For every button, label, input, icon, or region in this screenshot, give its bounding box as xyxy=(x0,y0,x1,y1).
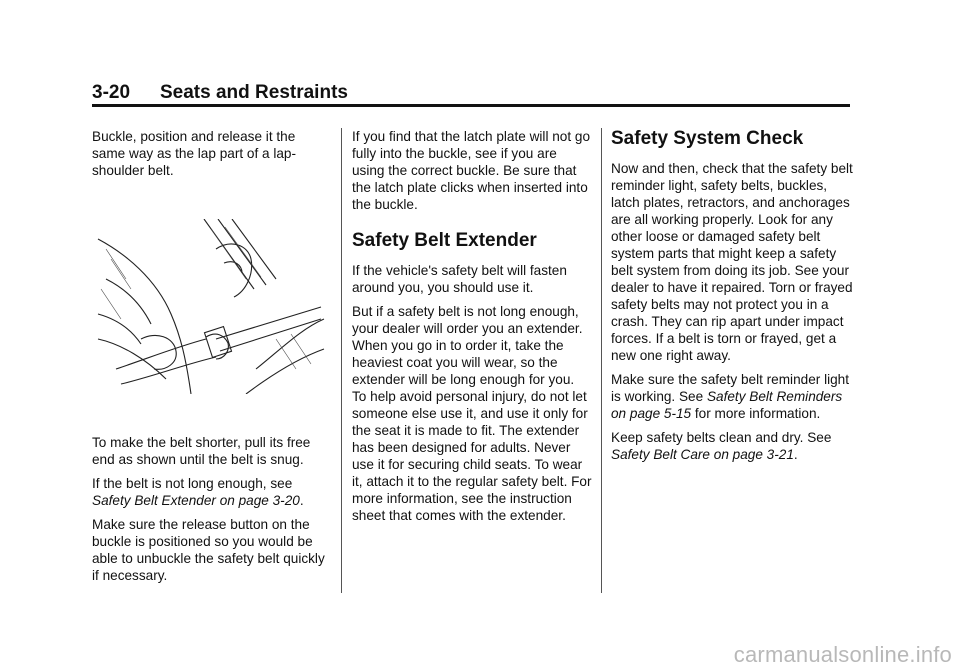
paragraph: But if a safety belt is not long enough, your dealer will order you an extender. When you go in to order it, take the heaviest coat you will wear, so the extender will be long enough for you. To help avoid personal injury, do not let someone else use it, and use it only for the seat it is made to fit. The extender has been designed for adults. Never use it for securing child seats. To wear it, attach it to the regular safety belt. For more information, see the instruction sheet that comes with the extender. xyxy=(352,304,592,523)
column-divider-1 xyxy=(341,128,342,593)
column-2 xyxy=(352,128,592,531)
paragraph: Make sure the safety belt reminder light is working. See Safety Belt Reminders on page 5-15 for more information. xyxy=(611,372,850,421)
section-title: Seats and Restraints xyxy=(160,82,348,103)
paragraph: Make sure the release button on the buckle is positioned so you would be able to unbuckle the safety belt quickly if necessary. xyxy=(92,517,325,583)
column-1 xyxy=(92,128,332,591)
belt-illustration-graphic xyxy=(96,219,326,394)
paragraph: Buckle, position and release it the same way as the lap part of a lap-shoulder belt. xyxy=(92,129,297,178)
page-number: 3-20 xyxy=(92,82,131,103)
section-heading: Safety Belt Extender xyxy=(352,230,537,251)
paragraph: If the belt is not long enough, see Safety Belt Extender on page 3-20. xyxy=(92,476,304,508)
cross-reference-link[interactable]: Safety Belt Extender on page 3-20 xyxy=(92,493,300,508)
column-divider-2 xyxy=(601,128,602,593)
belt-illustration xyxy=(96,219,326,394)
watermark: carmanualsonline.info xyxy=(733,642,952,667)
cross-reference-link[interactable]: Safety Belt Reminders on page 5-15 xyxy=(611,389,843,421)
paragraph: Keep safety belts clean and dry. See Safety Belt Care on page 3-21. xyxy=(611,430,832,462)
paragraph: If you find that the latch plate will not go fully into the buckle, see if you are using the correct buckle. Be sure that the latch plate clicks when inserted into the buckle. xyxy=(352,129,591,212)
section-heading: Safety System Check xyxy=(611,128,804,149)
header-rule xyxy=(92,104,850,107)
paragraph: If the vehicle's safety belt will fasten around you, you should use it. xyxy=(352,263,567,295)
paragraph: To make the belt shorter, pull its free end as shown until the belt is snug. xyxy=(92,435,311,467)
cross-reference-link[interactable]: Safety Belt Care on page 3-21 xyxy=(611,447,794,462)
column-3 xyxy=(611,128,856,470)
paragraph: Now and then, check that the safety belt reminder light, safety belts, buckles, latch plates, retractors, and anchorages are all working properly. Look for any other loose or damaged safety belt system parts that might keep a safety belt system from doing its job. See your dealer to have it repaired. Torn or frayed safety belts may not protect you in a crash. They can rip apart under impact forces. If a belt is torn or frayed, get a new one right away. xyxy=(611,161,853,363)
